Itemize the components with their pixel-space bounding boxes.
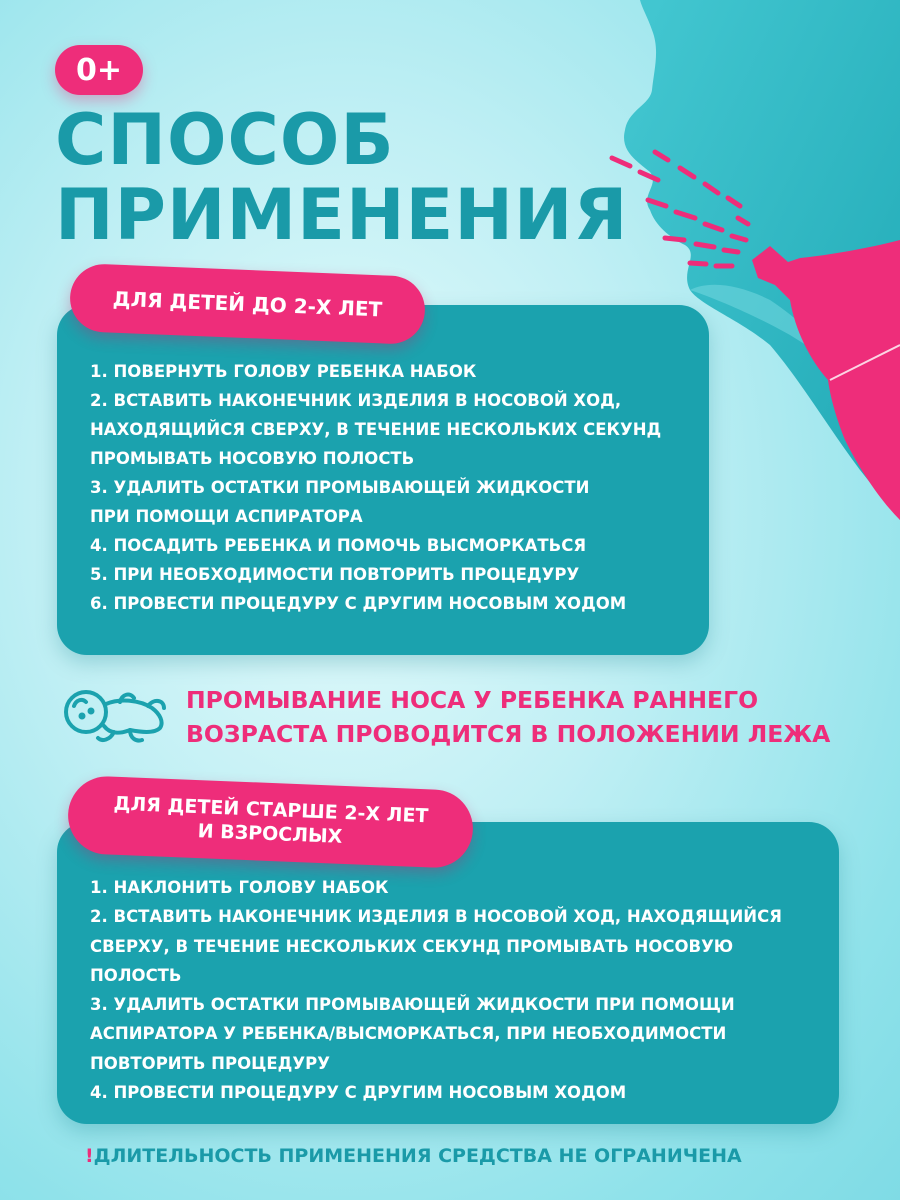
note-line-2: ВОЗРАСТА ПРОВОДИТСЯ В ПОЛОЖЕНИИ ЛЕЖА	[186, 720, 831, 748]
step-line: 3. УДАЛИТЬ ОСТАТКИ ПРОМЫВАЮЩЕЙ ЖИДКОСТИ	[90, 478, 590, 497]
step-line: 5. ПРИ НЕОБХОДИМОСТИ ПОВТОРИТЬ ПРОЦЕДУРУ	[90, 565, 580, 584]
step-line: 4. ПРОВЕСТИ ПРОЦЕДУРУ С ДРУГИМ НОСОВЫМ ХОДОМ	[90, 1083, 627, 1103]
step-line: 2. ВСТАВИТЬ НАКОНЕЧНИК ИЗДЕЛИЯ В НОСОВОЙ ХОД,	[90, 391, 622, 410]
note-line-1: ПРОМЫВАНИЕ НОСА У РЕБЕНКА РАННЕГО	[186, 686, 759, 714]
step-line: СВЕРХУ, В ТЕЧЕНИЕ НЕСКОЛЬКИХ СЕКУНД ПРОМЫВАТЬ НОСОВУЮ	[90, 936, 734, 956]
step-line: 4. ПОСАДИТЬ РЕБЕНКА И ПОМОЧЬ ВЫСМОРКАТЬСЯ	[90, 536, 587, 555]
footer-text: ДЛИТЕЛЬНОСТЬ ПРИМЕНЕНИЯ СРЕДСТВА НЕ ОГРАНИЧЕНА	[93, 1145, 742, 1167]
steps-list-under-2	[90, 357, 700, 618]
step-line: ПОВТОРИТЬ ПРОЦЕДУРУ	[90, 1053, 330, 1073]
exclamation-mark: !	[85, 1145, 94, 1167]
duration-footer	[85, 1145, 742, 1167]
step-line: 1. НАКЛОНИТЬ ГОЛОВУ НАБОК	[90, 878, 389, 897]
section-tag-line-2: И ВЗРОСЛЫХ	[197, 820, 343, 848]
page-title-line-2: ПРИМЕНЕНИЯ	[55, 174, 629, 256]
step-line: 6. ПРОВЕСТИ ПРОЦЕДУРУ С ДРУГИМ НОСОВЫМ ХОДОМ	[90, 594, 627, 613]
step-line: ПРОМЫВАТЬ НОСОВУЮ ПОЛОСТЬ	[90, 449, 415, 468]
step-line: 1. ПОВЕРНУТЬ ГОЛОВУ РЕБЕНКА НАБОК	[90, 362, 477, 381]
step-line: 3. УДАЛИТЬ ОСТАТКИ ПРОМЫВАЮЩЕЙ ЖИДКОСТИ ПРИ ПОМОЩИ	[90, 995, 735, 1015]
note-lying-position	[186, 683, 866, 751]
section-tag-over-2	[67, 775, 475, 869]
step-line: НАХОДЯЩИЙСЯ СВЕРХУ, В ТЕЧЕНИЕ НЕСКОЛЬКИХ СЕКУНД	[90, 420, 662, 439]
section-tag-under-2: ДЛЯ ДЕТЕЙ ДО 2-Х ЛЕТ	[69, 263, 426, 345]
baby-lying-icon	[60, 680, 172, 748]
age-rating-badge: 0+	[55, 45, 143, 95]
steps-list-over-2	[90, 873, 825, 1107]
step-line: ПОЛОСТЬ	[90, 965, 182, 985]
step-line: ПРИ ПОМОЩИ АСПИРАТОРА	[90, 507, 363, 526]
section-tag-line-1: ДЛЯ ДЕТЕЙ СТАРШЕ 2-Х ЛЕТ	[113, 792, 429, 828]
step-line: 2. ВСТАВИТЬ НАКОНЕЧНИК ИЗДЕЛИЯ В НОСОВОЙ ХОД, НАХОДЯЩИЙСЯ	[90, 907, 782, 927]
step-line: АСПИРАТОРА У РЕБЕНКА/ВЫСМОРКАТЬСЯ, ПРИ НЕОБХОДИМОСТИ	[90, 1024, 727, 1044]
page-title-line-1: СПОСОБ	[55, 99, 395, 181]
